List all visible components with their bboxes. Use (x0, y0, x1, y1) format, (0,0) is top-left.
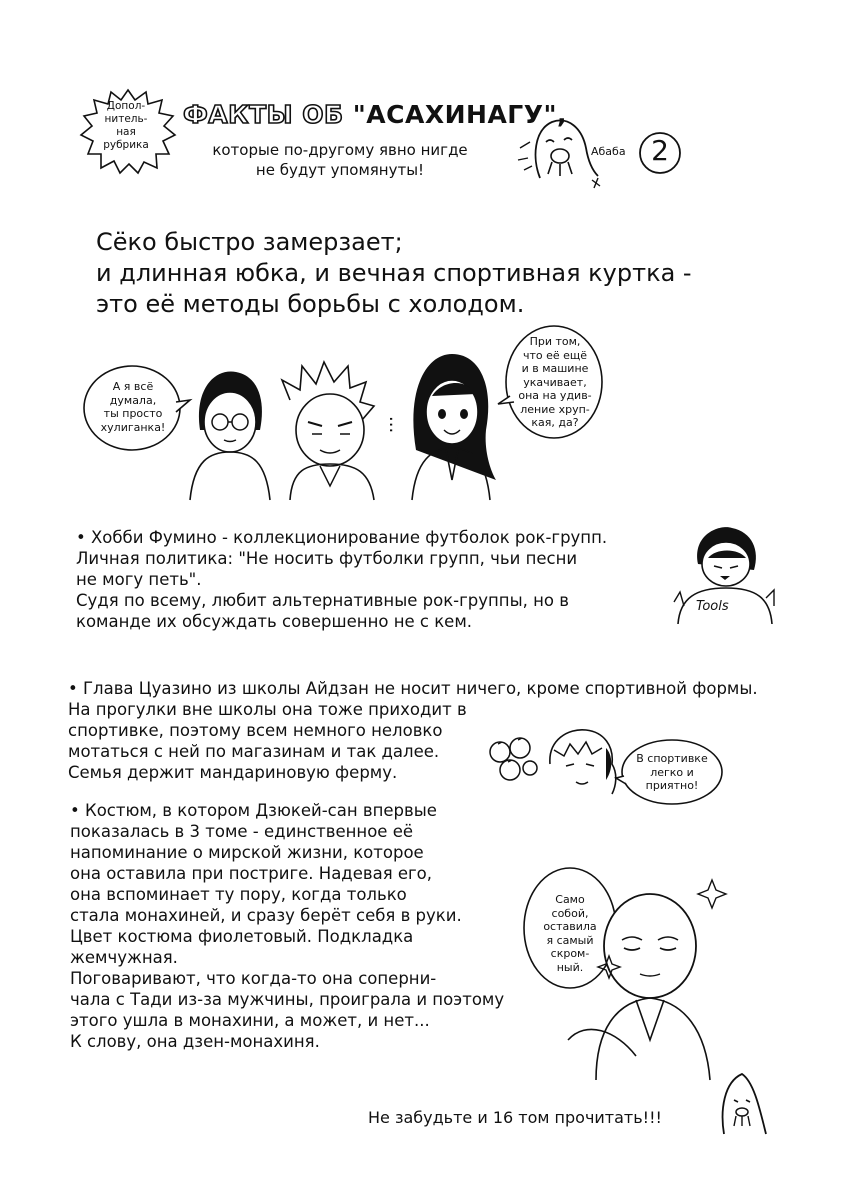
fact2-text: • Хобби Фумино - коллекционирование футболок рок-групп. Личная политика: "Не носить футболки групп, чьи песни не могу петь". Судя по всему, любит альтернативные рок-группы, но в команде их обсуждать совершенно не с кем. (76, 528, 608, 631)
ellipsis-mark: ... (385, 416, 406, 434)
speech-bubble-fact3-text: В спортивке легко и приятно! (636, 752, 708, 792)
fact1-text: Сёко быстро замерзает; и длинная юбка, и вечная спортивная куртка - это её методы борьбы с холодом. (96, 228, 692, 318)
title-part-name: "АСАХИНАГУ", (352, 100, 568, 129)
mascot-label: Абаба (591, 145, 626, 158)
page-title (183, 100, 567, 129)
spiky-haired-boy-figure (282, 362, 374, 500)
signoff-text: Не забудьте и 16 том прочитать!!! (368, 1108, 662, 1127)
long-haired-girl-figure (412, 354, 496, 500)
tshirt-band-label: Tools (696, 599, 729, 614)
mascot-ghost-bottom-icon (714, 1070, 774, 1136)
issue-number: 2 (651, 134, 669, 167)
speech-bubble-right-text: При том, что её ещё и в машине укачивает, она на удив- ление хруп- кая, да? (518, 335, 592, 429)
tsuazino-face-figure (544, 724, 620, 800)
nun-jukei-figure (566, 880, 732, 1080)
fact4-text: • Костюм, в котором Дзюкей-сан впервые показалась в 3 томе - единственное её напоминание о мирской жизни, которое она оставила при постриге. Надевая его, она вспоминает ту пору, когда только стала монахиней, и сразу берёт себя в руки. Цвет костюма фиолетовый. Подкладка жемчужная. Поговаривают, что когда-то она соперни- чала с Тади из-за мужчины, проиграла и поэтому этого ушла в монахини, а может, и нет... К слову, она дзен-монахиня. (70, 801, 505, 1051)
badge-label: Допол- нитель- ная рубрика (103, 100, 149, 151)
page-subtitle: которые по-другому явно нигде не будут упомянуты! (212, 141, 468, 179)
girl-glasses-figure (190, 372, 270, 500)
title-part-outlined: ФАКТЫ ОБ (183, 100, 344, 129)
speech-bubble-fact4-text: Само собой, оставила я самый скром- ный. (543, 893, 597, 974)
fact3-text: • Глава Цуазино из школы Айдзан не носит ничего, кроме спортивной формы. На прогулки вне школы она тоже приходит в спортивке, поэтому всем немного неловко мотаться с ней по магазинам и так далее. Семья держит мандариновую ферму. (68, 679, 758, 782)
tangerines-icon (484, 736, 540, 784)
fact1-illustration (180, 330, 510, 500)
speech-bubble-left-text: А я всё думала, ты просто хулиганка! (100, 380, 166, 434)
